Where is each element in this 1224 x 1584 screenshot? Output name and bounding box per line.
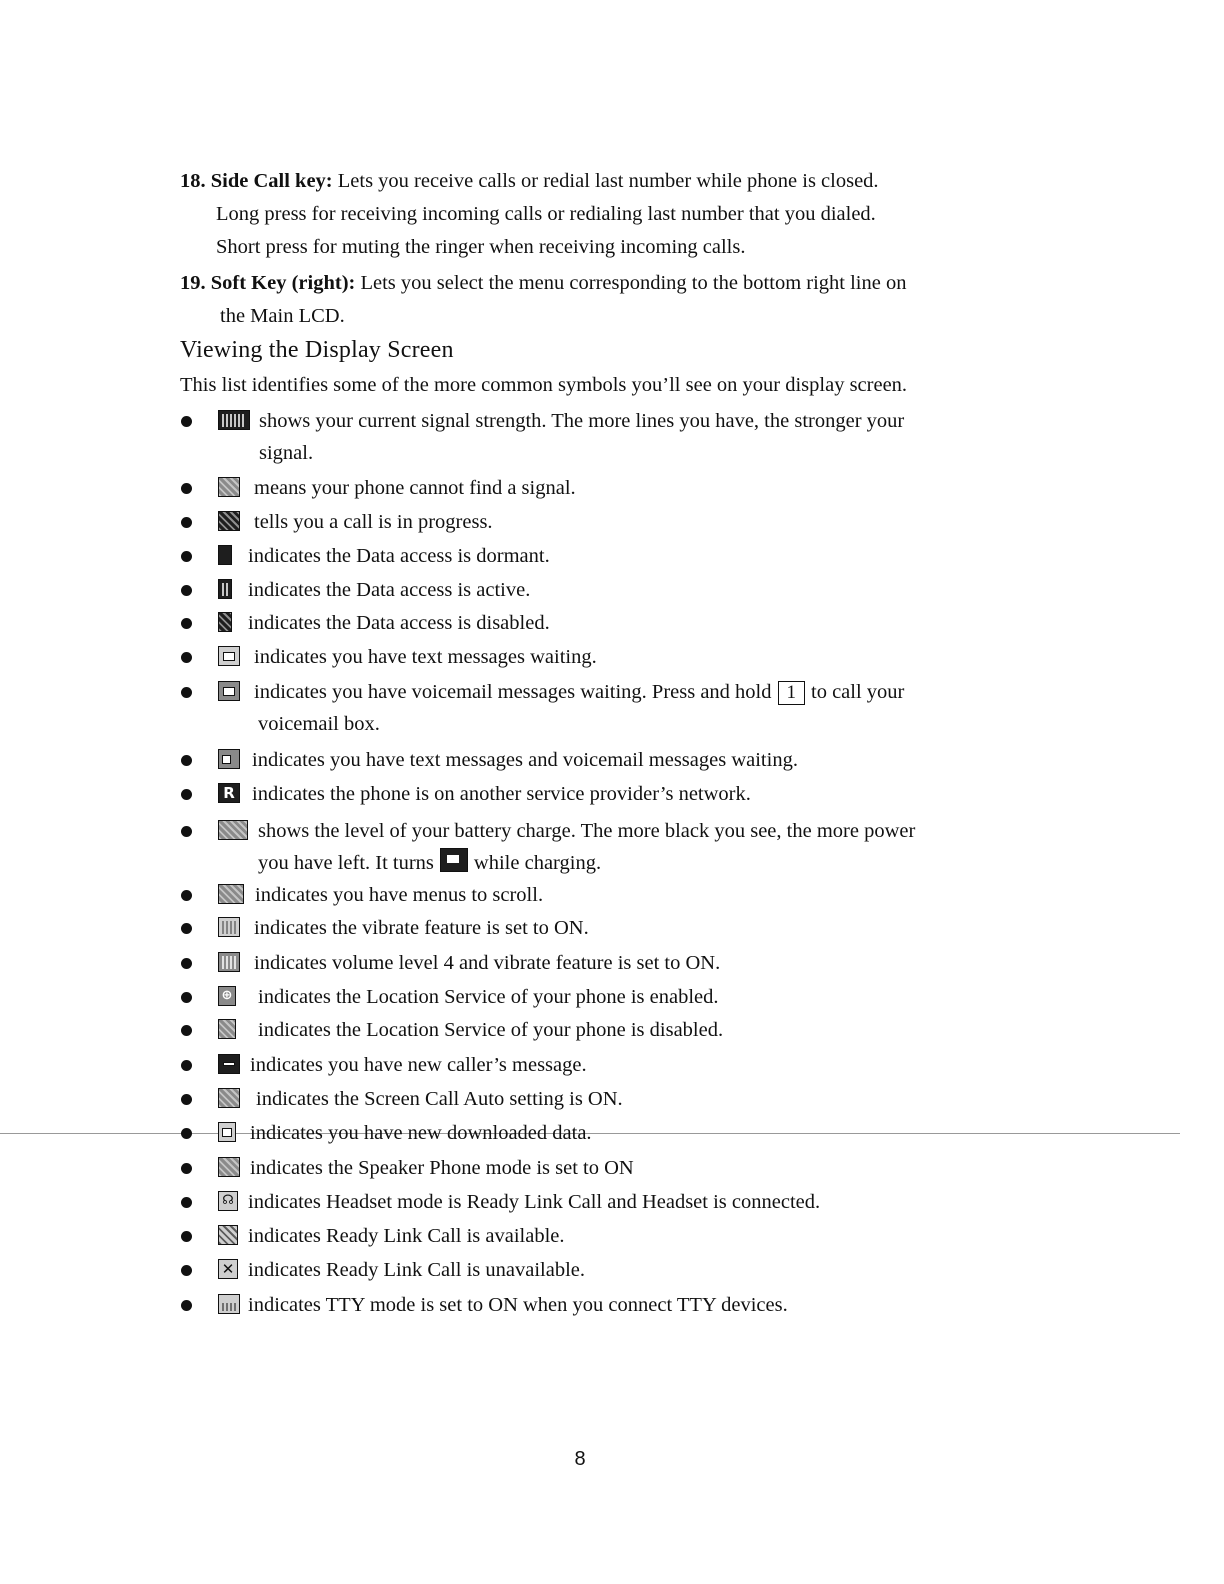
vibrate-icon	[218, 917, 240, 937]
bullet	[181, 1300, 192, 1311]
text-and-voicemail-icon	[218, 749, 240, 769]
location-on-icon: ⊕	[218, 986, 236, 1006]
symbol-description: indicates you have text messages waiting.	[254, 646, 597, 668]
bullet	[181, 1128, 192, 1139]
bullet	[181, 789, 192, 800]
symbol-description: indicates the Location Service of your phone is disabled.	[258, 1019, 724, 1041]
charging-icon	[440, 848, 468, 872]
bullet	[181, 652, 192, 663]
bullet	[181, 1060, 192, 1071]
symbol-description: indicates the Location Service of your phone is enabled.	[258, 986, 719, 1008]
bullet	[181, 1265, 192, 1276]
roaming-icon: R	[218, 783, 240, 803]
symbol-description: indicates the Data access is active.	[248, 579, 531, 601]
bullet	[181, 687, 192, 698]
bullet	[181, 416, 192, 427]
symbol-description: indicates you have menus to scroll.	[255, 884, 544, 906]
bullet	[181, 1197, 192, 1208]
symbol-description: tells you a call is in progress.	[254, 511, 493, 533]
symbol-description: indicates the Screen Call Auto setting is ON.	[256, 1088, 623, 1110]
bullet	[181, 958, 192, 969]
symbol-description: indicates the Data access is disabled.	[248, 612, 550, 634]
symbol-description: shows the level of your battery charge. The more black you see, the more power	[258, 820, 916, 842]
symbol-description: indicates the Data access is dormant.	[248, 545, 550, 567]
bullet	[181, 551, 192, 562]
symbol-description: indicates you have voicemail messages waiting. Press and hold	[254, 681, 772, 703]
item-number: 19.	[180, 272, 206, 294]
symbol-description: indicates the vibrate feature is set to ON.	[254, 917, 589, 939]
symbol-description: means your phone cannot find a signal.	[254, 477, 576, 499]
item-description: Lets you select the menu corresponding to the bottom right line on	[360, 272, 907, 294]
bullet	[181, 890, 192, 901]
bullet	[181, 923, 192, 934]
battery-icon	[218, 820, 248, 840]
item-key-name: Soft Key (right)	[210, 272, 349, 294]
bullet	[181, 826, 192, 837]
symbol-description: indicates the phone is on another service provider’s network.	[252, 783, 751, 805]
item-number: 18.	[180, 170, 206, 192]
tty-icon	[218, 1294, 240, 1314]
bullet	[181, 618, 192, 629]
key-1-icon: 1	[778, 681, 806, 705]
bullet	[181, 1231, 192, 1242]
symbol-description: indicates TTY mode is set to ON when you connect TTY devices.	[248, 1294, 788, 1316]
bullet	[181, 992, 192, 1003]
symbol-description-cont: signal.	[259, 442, 314, 464]
bullet	[181, 585, 192, 596]
bullet	[181, 483, 192, 494]
item-key-name: Side Call key	[210, 170, 326, 192]
item-soft-key-right: 19. Soft Key (right): Lets you select the menu corresponding to the bottom right line on the Main LCD.	[180, 267, 1010, 333]
bullet	[181, 517, 192, 528]
location-off-icon	[218, 1019, 236, 1039]
signal-strength-icon	[218, 410, 250, 430]
symbol-description: indicates volume level 4 and vibrate feature is set to ON.	[254, 952, 721, 974]
symbol-description: indicates Ready Link Call is available.	[248, 1225, 565, 1247]
call-in-progress-icon	[218, 511, 240, 531]
no-signal-icon	[218, 477, 240, 497]
item-detail: the Main LCD.	[220, 305, 345, 327]
screen-call-icon	[218, 1088, 240, 1108]
symbol-description: indicates you have text messages and voicemail messages waiting.	[252, 749, 798, 771]
text-message-icon	[218, 646, 240, 666]
bullet	[181, 755, 192, 766]
symbol-description: shows your current signal strength. The more lines you have, the stronger your	[259, 410, 905, 432]
symbol-description: indicates Ready Link Call is unavailable.	[248, 1259, 586, 1281]
menu-scroll-icon	[218, 884, 244, 904]
data-disabled-icon	[218, 612, 232, 632]
symbol-description: indicates the Speaker Phone mode is set to ON	[250, 1157, 634, 1179]
bullet	[181, 1094, 192, 1105]
downloaded-data-icon	[218, 1122, 236, 1142]
section-intro: This list identifies some of the more common symbols you’ll see on your display screen.	[180, 374, 908, 396]
page-number: 8	[574, 1448, 586, 1470]
item-detail: Long press for receiving incoming calls or redialing last number that you dialed.	[216, 203, 876, 225]
symbol-description-after: while charging.	[473, 852, 602, 874]
ready-link-icon	[218, 1225, 238, 1245]
item-description: Lets you receive calls or redial last number while phone is closed.	[337, 170, 879, 192]
item-detail: Short press for muting the ringer when receiving incoming calls.	[216, 236, 746, 258]
bullet	[181, 1163, 192, 1174]
ready-link-unavailable-icon: ✕	[218, 1259, 238, 1279]
symbol-description-cont: you have left. It turns	[258, 852, 434, 874]
symbol-description: indicates you have new downloaded data.	[250, 1122, 592, 1144]
data-dormant-icon	[218, 545, 232, 565]
headset-icon: ☊	[218, 1191, 238, 1211]
speakerphone-icon	[218, 1157, 240, 1177]
caller-message-icon	[218, 1054, 240, 1074]
voicemail-icon	[218, 681, 240, 701]
data-active-icon	[218, 579, 232, 599]
symbol-description: indicates you have new caller’s message.	[250, 1054, 587, 1076]
item-side-call-key: 18. Side Call key: Lets you receive calls or redial last number while phone is closed. Long press for receiving incoming calls or redialing last number that you dialed. Short press for muting the ringer when receiving incoming calls.	[180, 165, 1010, 264]
volume-vibrate-icon	[218, 952, 240, 972]
section-title: Viewing the Display Screen	[180, 337, 454, 363]
bullet	[181, 1025, 192, 1036]
symbol-description-cont: voicemail box.	[258, 713, 380, 735]
symbol-description: indicates Headset mode is Ready Link Call and Headset is connected.	[248, 1191, 821, 1213]
symbol-description-after: to call your	[811, 681, 905, 703]
